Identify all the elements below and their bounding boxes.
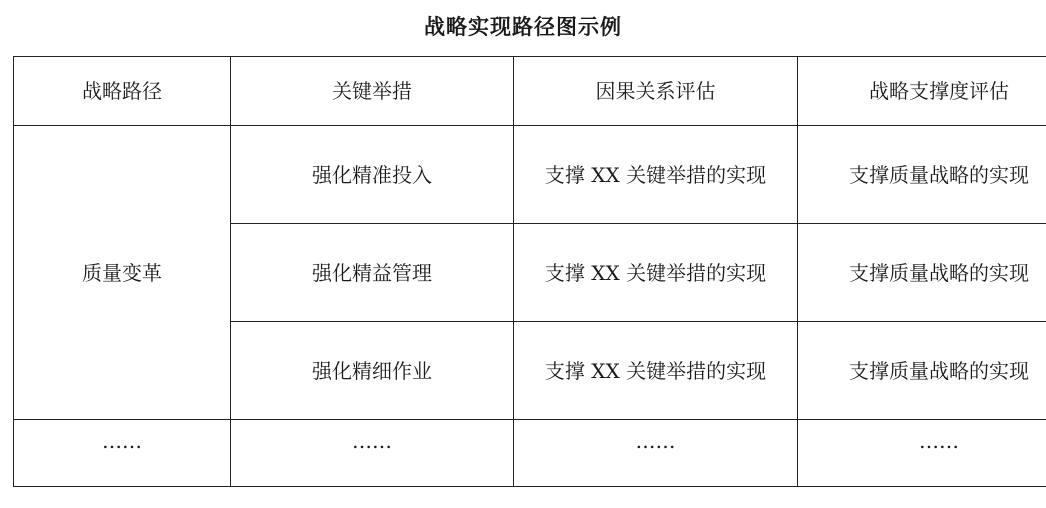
header-cell-key-measures: 关键举措 <box>231 57 514 126</box>
strategy-path-cell: 质量变革 <box>14 126 231 420</box>
ellipsis-text: …… <box>919 429 959 453</box>
table-ellipsis-row <box>14 420 1046 487</box>
causal-evaluation-cell: 支撑 XX 关键举措的实现 <box>514 322 798 420</box>
ellipsis-text: …… <box>352 429 392 453</box>
ellipsis-text: …… <box>635 429 676 453</box>
causal-evaluation-cell: 支撑 XX 关键举措的实现 <box>514 126 798 224</box>
support-evaluation-cell: 支撑质量战略的实现 <box>798 322 1046 420</box>
header-cell-strategy-path: 战略路径 <box>14 57 231 126</box>
ellipsis-cell <box>231 420 514 487</box>
ellipsis-cell <box>14 420 231 487</box>
causal-evaluation-cell: 支撑 XX 关键举措的实现 <box>514 224 798 322</box>
header-cell-causal-evaluation: 因果关系评估 <box>514 57 798 126</box>
support-evaluation-cell: 支撑质量战略的实现 <box>798 224 1046 322</box>
ellipsis-cell <box>514 420 798 487</box>
table-row <box>14 126 1046 224</box>
support-evaluation-cell: 支撑质量战略的实现 <box>798 126 1046 224</box>
key-measure-cell: 强化精益管理 <box>231 224 514 322</box>
key-measure-cell: 强化精准投入 <box>231 126 514 224</box>
document-title: 战略实现路径图示例 <box>424 15 622 39</box>
ellipsis-cell <box>798 420 1046 487</box>
ellipsis-text: …… <box>102 429 142 453</box>
key-measure-cell: 强化精细作业 <box>231 322 514 420</box>
table-header-row <box>14 57 1046 126</box>
header-cell-support-evaluation: 战略支撑度评估 <box>798 57 1046 126</box>
strategy-path-table <box>13 56 1046 487</box>
